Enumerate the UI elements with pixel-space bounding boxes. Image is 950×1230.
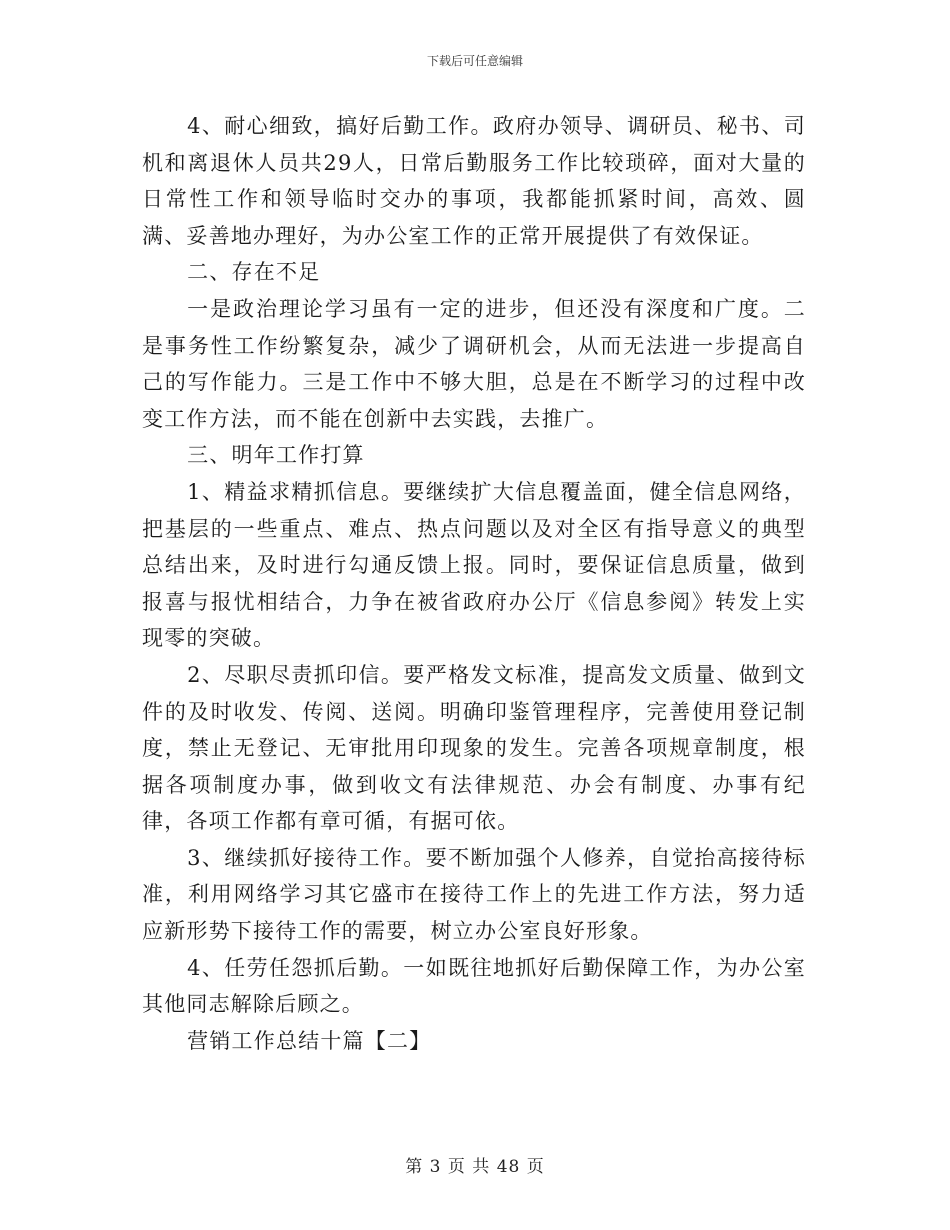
section-heading-next-year-plan: 三、明年工作打算 [187,443,365,468]
document-body [142,108,806,1059]
paragraph-plan-logistics: 4、任劳任怨抓后勤。一如既往地抓好后勤保障工作，为办公室其他同志解除后顾之。 [142,955,806,1017]
paragraph-plan-reception: 3、继续抓好接待工作。要不断加强个人修养，自觉抬高接待标准，利用网络学习其它盛市在接待工作上的先进工作方法，努力适应新形势下接待工作的需要，树立办公室良好形象。 [142,845,806,944]
section-heading-marketing-summary: 营销工作总结十篇【二】 [187,1028,432,1053]
section-heading-shortcomings: 二、存在不足 [187,260,321,285]
page-header: 下载后可任意编辑 [426,54,523,68]
paragraph-plan-information: 1、精益求精抓信息。要继续扩大信息覆盖面，健全信息网络，把基层的一些重点、难点、热点问题以及对全区有指导意义的典型总结出来，及时进行勾通反馈上报。同时，要保证信息质量，做到报喜与报忧相结合，力争在被省政府办公厅《信息参阅》转发上实现零的突破。 [142,479,806,651]
page-footer: 第 3 页 共 48 页 [405,1157,545,1177]
paragraph-logistics: 4、耐心细致，搞好后勤工作。政府办领导、调研员、秘书、司机和离退休人员共29人，日常后勤服务工作比较琐碎，面对大量的日常性工作和领导临时交办的事项，我都能抓紧时间，高效、圆满、妥善地办理好，为办公室工作的正常开展提供了有效保证。 [142,114,806,248]
paragraph-plan-seals: 2、尽职尽责抓印信。要严格发文标准，提高发文质量、做到文件的及时收发、传阅、送阅。明确印鉴管理程序，完善使用登记制度，禁止无登记、无审批用印现象的发生。完善各项规章制度，根据各项制度办事，做到收文有法律规范、办会有制度、办事有纪律，各项工作都有章可循，有据可依。 [142,662,806,834]
paragraph-shortcomings: 一是政治理论学习虽有一定的进步，但还没有深度和广度。二是事务性工作纷繁复杂，减少了调研机会，从而无法进一步提高自己的写作能力。三是工作中不够大胆，总是在不断学习的过程中改变工作方法，而不能在创新中去实践，去推广。 [142,296,806,431]
